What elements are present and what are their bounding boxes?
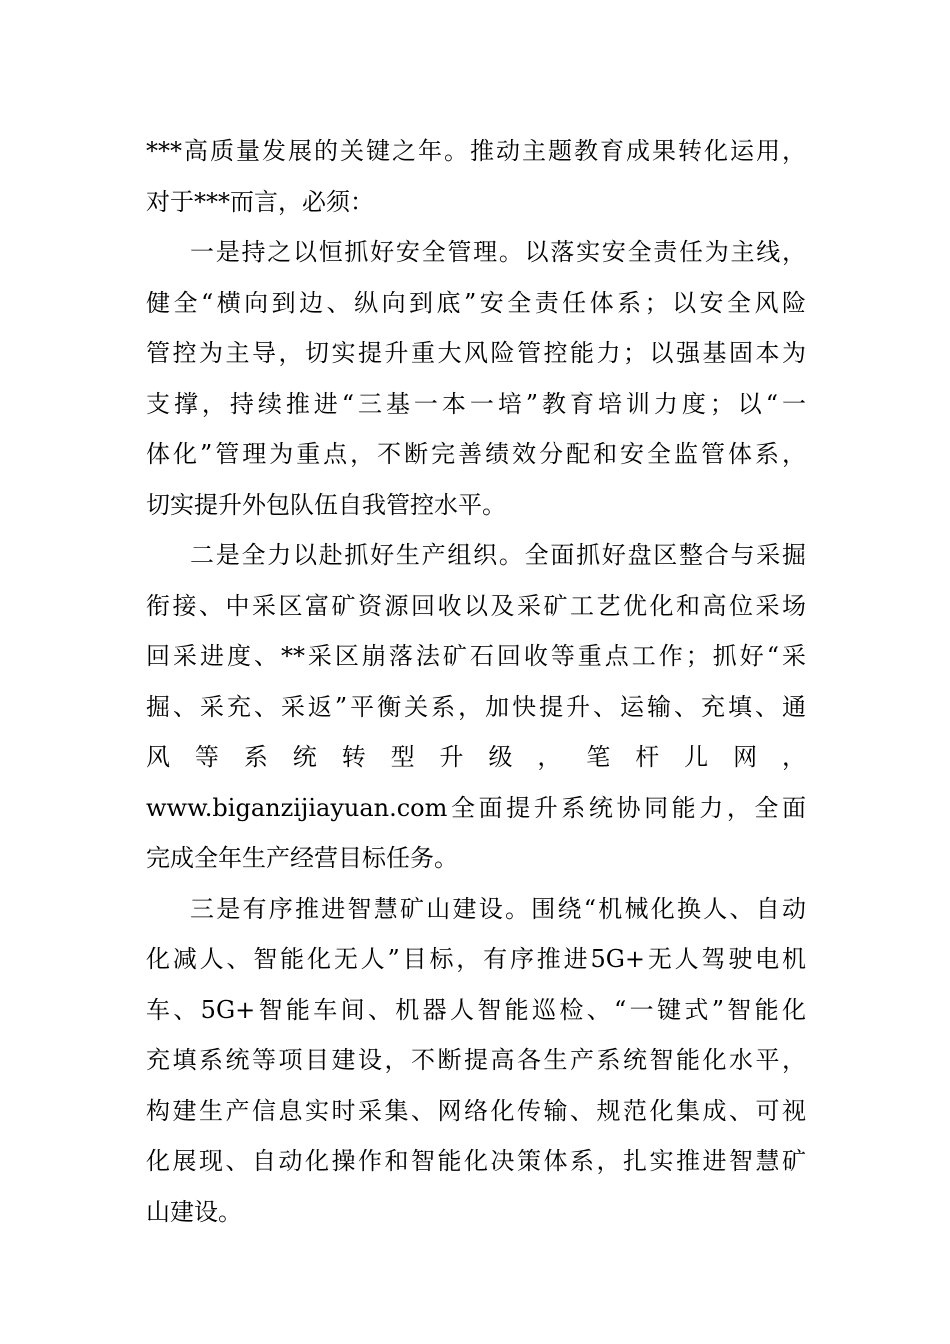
text-line: 对于***而言，必须： (146, 187, 374, 216)
text-line: ***高质量发展的关键之年。推动主题教育成果转化运用， (146, 137, 806, 165)
paragraph-smart-mine (146, 884, 806, 1238)
intro-paragraph (146, 126, 806, 227)
text-line: 充填系统等项目建设，不断提高各生产系统智能化水平， (146, 1046, 806, 1074)
text-line: 回采进度、**采区崩落法矿石回收等重点工作；抓好“采 (146, 642, 806, 670)
text-line: 衔接、中采区富矿资源回收以及采矿工艺优化和高位采场 (146, 591, 806, 620)
text-line: 化减人、智能化无人”目标，有序推进5G+无人驾驶电机 (146, 945, 806, 973)
text-line: 构建生产信息实时采集、网络化传输、规范化集成、可视 (146, 1096, 806, 1125)
text-line: 化展现、自动化操作和智能化决策体系，扎实推进智慧矿 (146, 1147, 806, 1175)
text-line: 掘、采充、采返”平衡关系，加快提升、运输、充填、通 (146, 692, 806, 721)
paragraph-safety-management (146, 227, 806, 530)
text-line: 一是持之以恒抓好安全管理。以落实安全责任为主线， (190, 238, 806, 266)
text-line: 车、5G+智能车间、机器人智能巡检、“一键式”智能化 (146, 995, 806, 1024)
text-line: www.biganzijiayuan.com全面提升系统协同能力，全面 (146, 793, 806, 822)
text-line: 切实提升外包队伍自我管控水平。 (146, 490, 506, 519)
text-line: 体化”管理为重点，不断完善绩效分配和安全监管体系， (146, 440, 806, 468)
text-line: 健全“横向到边、纵向到底”安全责任体系；以安全风险 (146, 288, 806, 317)
document-body (146, 126, 806, 1237)
text-line: 山建设。 (146, 1197, 242, 1226)
text-line: 风等系统转型升级，笔杆儿网， (146, 743, 806, 771)
text-line: 三是有序推进智慧矿山建设。围绕“机械化换人、自动 (190, 894, 806, 923)
text-line: 支撑，持续推进“三基一本一培”教育培训力度；以“一 (146, 389, 806, 418)
paragraph-production-organization (146, 530, 806, 884)
text-line: 二是全力以赴抓好生产组织。全面抓好盘区整合与采掘 (190, 541, 806, 569)
text-line: 完成全年生产经营目标任务。 (146, 844, 458, 872)
text-line: 管控为主导，切实提升重大风险管控能力；以强基固本为 (146, 339, 806, 367)
